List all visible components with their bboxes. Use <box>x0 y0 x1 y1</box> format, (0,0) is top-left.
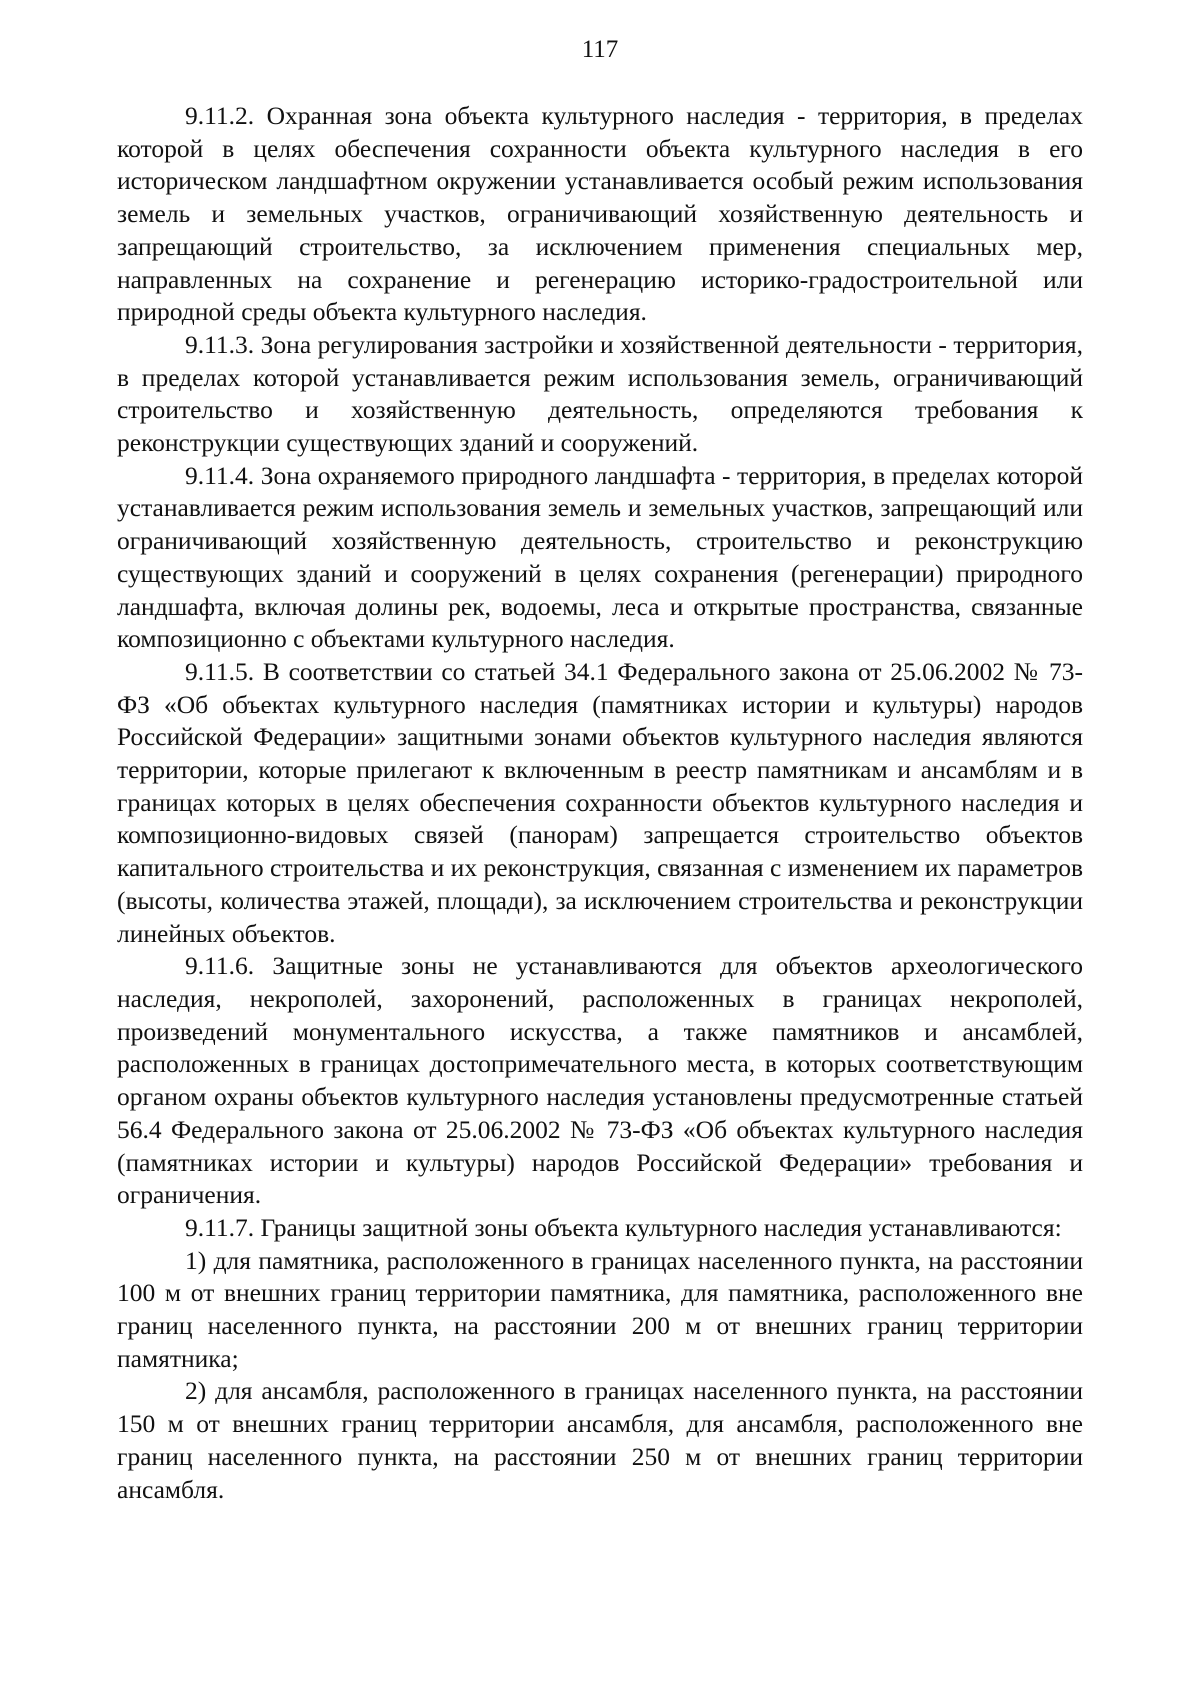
paragraph-9-11-2: 9.11.2. Охранная зона объекта культурного наследия - территория, в пределах которой в целях обеспечения сохранности объекта культурного наследия в его историческом ландшафтном окружении устанавливается особый режим использования земель и земельных участков, ограничивающий хозяйственную деятельность и запрещающий строительство, за исключением применения специальных мер, направленных на сохранение и регенерацию историко-градостроительной или природной среды объекта культурного наследия. <box>117 101 1083 327</box>
paragraph-9-11-7: 9.11.7. Границы защитной зоны объекта культурного наследия устанавливаются: <box>185 1212 1062 1242</box>
paragraph-9-11-6: 9.11.6. Защитные зоны не устанавливаются для объектов археологического наследия, некрополей, захоронений, расположенных в границах некрополей, произведений монументального искусства, а также памятников и ансамблей, расположенных в границах достопримечательного места, в которых соответствующим органом охраны объектов культурного наследия установлены предусмотренные статьей 56.4 Федерального закона от 25.06.2002 № 73-ФЗ «Об объектах культурного наследия (памятниках истории и культуры) народов Российской Федерации» требования и ограничения. <box>117 951 1083 1210</box>
document-body <box>117 100 1083 1506</box>
paragraph-9-11-5: 9.11.5. В соответствии со статьей 34.1 Федерального закона от 25.06.2002 № 73-ФЗ «Об объектах культурного наследия (памятниках истории и культуры) народов Российской Федерации» защитными зонами объектов культурного наследия являются территории, которые прилегают к включенным в реестр памятникам и ансамблям и в границах которых в целях обеспечения сохранности объектов культурного наследия и композиционно-видовых связей (панорам) запрещается строительство объектов капитального строительства и их реконструкция, связанная с изменением их параметров (высоты, количества этажей, площади), за исключением строительства и реконструкции линейных объектов. <box>117 656 1083 948</box>
paragraph-9-11-3: 9.11.3. Зона регулирования застройки и хозяйственной деятельности - территория, в пределах которой устанавливается режим использования земель, ограничивающий строительство и хозяйственную деятельность, определяются требования к реконструкции существующих зданий и сооружений. <box>117 329 1083 458</box>
list-item-2: 2) для ансамбля, расположенного в границах населенного пункта, на расстоянии 150 м от внешних границ территории ансамбля, для ансамбля, расположенного вне границ населенного пункта, на расстоянии 250 м от внешних границ территории ансамбля. <box>117 1376 1083 1504</box>
paragraph-9-11-4: 9.11.4. Зона охраняемого природного ландшафта - территория, в пределах которой устанавливается режим использования земель и земельных участков, запрещающий или ограничивающий хозяйственную деятельность, строительство и реконструкцию существующих зданий и сооружений в целях сохранения (регенерации) природного ландшафта, включая долины рек, водоемы, леса и открытые пространства, связанные композиционно с объектами культурного наследия. <box>117 460 1083 654</box>
list-item-1: 1) для памятника, расположенного в границах населенного пункта, на расстоянии 100 м от внешних границ территории памятника, для памятника, расположенного вне границ населенного пункта, на расстоянии 200 м от внешних границ территории памятника; <box>117 1245 1083 1373</box>
page-number: 117 <box>581 36 619 63</box>
